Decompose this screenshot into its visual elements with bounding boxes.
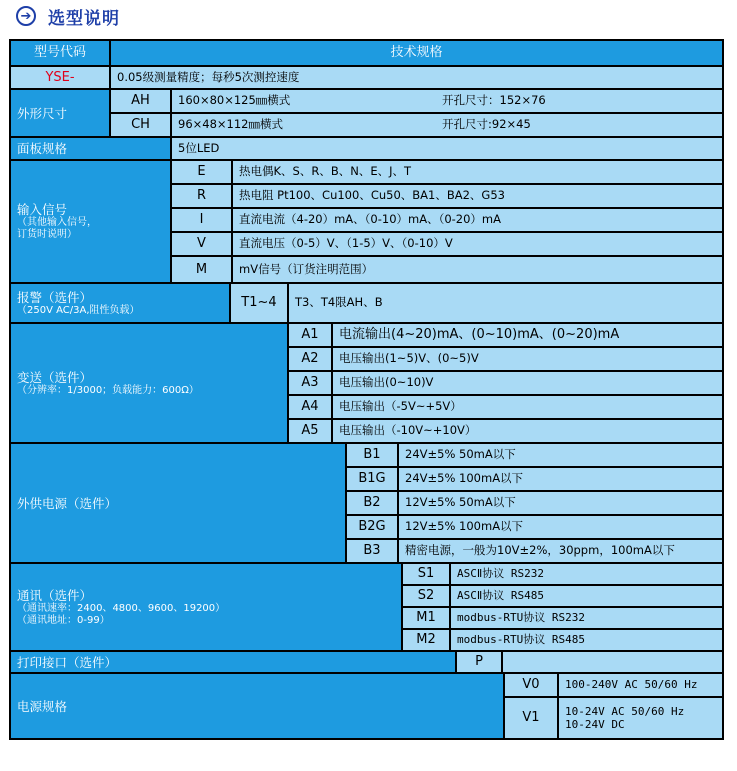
- input-code: R: [172, 185, 231, 207]
- supply-code: B1G: [347, 468, 397, 490]
- power-code: V0: [505, 674, 557, 696]
- alarm-note: （250V AC/3A,阻性负载）: [17, 304, 140, 316]
- transmit-code: A4: [289, 396, 331, 418]
- comm-title: 通讯（选件）: [17, 587, 93, 603]
- power-description-line: 10-24V DC: [565, 718, 625, 731]
- supply-label: 外供电源（选件）: [11, 444, 345, 562]
- dimension-size-text: 96×48×112㎜横式: [178, 117, 283, 132]
- supply-description: 12V±5% 100mA以下: [399, 516, 722, 538]
- power-description-line: 10-24V AC 50/60 Hz: [565, 704, 685, 718]
- spec-table: [9, 39, 724, 740]
- dimension-code: AH: [111, 90, 170, 112]
- transmit-code: A1: [289, 324, 331, 346]
- transmit-label: [11, 324, 287, 442]
- dimensions-label: 外形尺寸: [11, 90, 109, 136]
- power-label: 电源规格: [11, 674, 503, 738]
- power-description: [559, 698, 722, 738]
- transmit-description: 电压输出（-5V~+5V）: [333, 396, 722, 418]
- comm-note: （通讯地址：0-99）: [17, 614, 110, 626]
- comm-description: ASCⅡ协议 RS232: [451, 564, 722, 584]
- comm-code: M2: [403, 630, 449, 650]
- supply-code: B2G: [347, 516, 397, 538]
- transmit-code: A2: [289, 348, 331, 370]
- power-description: 100-240V AC 50/60 Hz: [559, 674, 722, 696]
- input-description: mV信号（订货注明范围）: [233, 257, 722, 282]
- dimension-size: [172, 114, 722, 136]
- page-title: 选型说明: [48, 8, 120, 29]
- power-code: V1: [505, 698, 557, 738]
- transmit-description: 电流输出(4~20)mA、(0~10)mA、(0~20)mA: [333, 324, 722, 346]
- supply-code: B1: [347, 444, 397, 466]
- supply-code: B2: [347, 492, 397, 514]
- supply-description: 12V±5% 50mA以下: [399, 492, 722, 514]
- printer-blank: [503, 652, 722, 672]
- alarm-description: T3、T4限AH、B: [289, 284, 722, 322]
- arrow-circle-icon: ➔: [16, 6, 36, 26]
- supply-description: 精密电源，一般为10V±2%，30ppm，100mA以下: [399, 540, 722, 562]
- input-code: E: [172, 161, 231, 183]
- section-header: [8, 0, 120, 32]
- input-description: 直流电压（0-5）V、（1-5）V、（0-10）V: [233, 233, 722, 255]
- input-description: 热电偶K、S、R、B、N、E、J、T: [233, 161, 722, 183]
- transmit-description: 电压输出(1~5)V、(0~5)V: [333, 348, 722, 370]
- comm-note: （通讯速率：2400、4800、9600、19200）: [17, 602, 226, 614]
- dimension-hole-text: 开孔尺寸:92×45: [442, 117, 531, 132]
- input-description: 热电阻 Pt100、Cu100、Cu50、BA1、BA2、G53: [233, 185, 722, 207]
- header-model-code: 型号代码: [11, 41, 109, 65]
- input-signal-title: 输入信号: [17, 202, 68, 217]
- comm-code: M1: [403, 608, 449, 628]
- input-code: M: [172, 257, 231, 282]
- supply-code: B3: [347, 540, 397, 562]
- comm-description: modbus-RTU协议 RS485: [451, 630, 722, 650]
- input-code: V: [172, 233, 231, 255]
- model-code: YSE-: [11, 67, 109, 88]
- supply-description: 24V±5% 100mA以下: [399, 468, 722, 490]
- transmit-title: 变送（选件）: [17, 369, 93, 385]
- input-description: 直流电流（4-20）mA、（0-10）mA、（0-20）mA: [233, 209, 722, 231]
- header-tech-spec: 技术规格: [111, 41, 722, 65]
- input-code: I: [172, 209, 231, 231]
- supply-description: 24V±5% 50mA以下: [399, 444, 722, 466]
- alarm-title: 报警（选件）: [17, 289, 93, 305]
- comm-code: S1: [403, 564, 449, 584]
- panel-label: 面板规格: [11, 138, 170, 159]
- input-signal-note: 订货时说明）: [17, 229, 77, 240]
- dimension-hole-text: 开孔尺寸：152×76: [442, 93, 546, 108]
- dimension-code: CH: [111, 114, 170, 136]
- panel-value: 5位LED: [172, 138, 722, 159]
- transmit-note: （分辨率：1/3000；负载能力：600Ω）: [17, 384, 199, 396]
- comm-description: ASCⅡ协议 RS485: [451, 586, 722, 606]
- alarm-code: T1~4: [231, 284, 287, 322]
- input-signal-note: （其他输入信号，: [17, 217, 97, 228]
- transmit-description: 电压输出(0~10)V: [333, 372, 722, 394]
- transmit-code: A5: [289, 420, 331, 442]
- comm-code: S2: [403, 586, 449, 606]
- transmit-description: 电压输出（-10V~+10V）: [333, 420, 722, 442]
- dimension-size-text: 160×80×125㎜横式: [178, 93, 291, 108]
- model-description: 0.05级测量精度；每秒5次测控速度: [111, 67, 722, 88]
- comm-description: modbus-RTU协议 RS232: [451, 608, 722, 628]
- input-signal-label: [11, 161, 170, 282]
- printer-label: 打印接口（选件）: [11, 652, 455, 672]
- comm-label: [11, 564, 401, 650]
- transmit-code: A3: [289, 372, 331, 394]
- printer-code: P: [457, 652, 501, 672]
- dimension-size: [172, 90, 722, 112]
- alarm-label: [11, 284, 229, 322]
